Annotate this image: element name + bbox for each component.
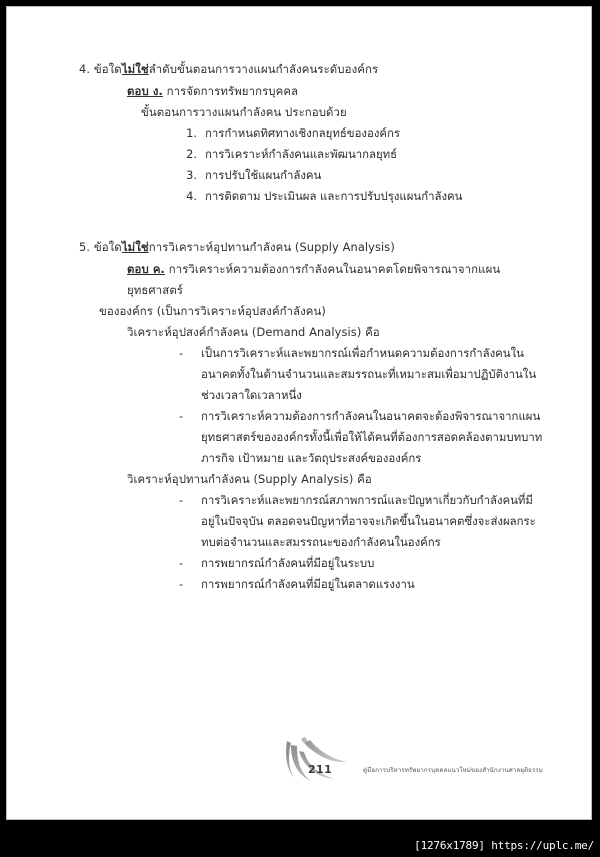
- watermark-bar: [0, 827, 600, 857]
- list-item-label: การวิเคราะห์และพยากรณ์สภาพการณ์และปัญหาเกี่ยวกับกำลังคนที่มีอยู่ในปัจจุบัน ตลอดจนปัญหาที่อาจจะเกิดขึ้นในอนาคตซึ่งจะส่งผลกระทบต่อจำนวนและสมรรถนะของกำลังคนในองค์กร: [201, 493, 536, 549]
- list-item-label: การปรับใช้แผนกำลังคน: [205, 168, 322, 182]
- question-5-stem-before: ข้อใด: [93, 240, 122, 254]
- dash-bullet-icon: -: [179, 577, 184, 591]
- dash-bullet-icon: -: [179, 409, 184, 423]
- question-5-negation: ไม่ใช่: [121, 240, 149, 254]
- question-4-answer-tag: ตอบ ง.: [127, 84, 163, 98]
- list-item-label: การกำหนดทิศทางเชิงกลยุทธ์ขององค์กร: [205, 126, 401, 140]
- question-4-number: 4.: [79, 62, 91, 76]
- footer-note: คู่มือการบริหารทรัพยากรบุคคลแนวใหม่ของสำนักงานศาลยุติธรรม: [363, 767, 543, 774]
- question-4-intro: ขั้นตอนการวางแผนกำลังคน ประกอบด้วย: [141, 105, 347, 119]
- question-5-stem: [79, 237, 545, 258]
- question-4-answer-text: การจัดการทรัพยากรบุคคล: [166, 84, 299, 98]
- dash-bullet-icon: -: [179, 346, 184, 360]
- list-item: [179, 123, 545, 144]
- question-4-answer: [79, 81, 545, 102]
- swoosh-ornament-icon: [275, 735, 353, 787]
- document-page: [6, 6, 592, 820]
- page-footer: [7, 733, 591, 793]
- question-5-answer-text: การวิเคราะห์ความต้องการกำลังคนในอนาคตโดยพิจารณาจากแผนยุทธศาสตร์: [127, 262, 501, 297]
- question-block-5: [79, 237, 545, 595]
- question-5-answer-continued: ขององค์กร (เป็นการวิเคราะห์อุปสงค์กำลังคน): [99, 304, 326, 318]
- list-item: [179, 186, 545, 207]
- list-item-number: 4.: [186, 189, 197, 203]
- list-item: [179, 165, 545, 186]
- list-item-label: การพยากรณ์กำลังคนที่มีอยู่ในระบบ: [201, 556, 375, 570]
- dash-bullet-icon: -: [179, 556, 184, 570]
- list-item: [177, 490, 545, 553]
- list-item-number: 3.: [186, 168, 197, 182]
- dash-bullet-icon: -: [179, 493, 184, 507]
- supply-analysis-heading: วิเคราะห์อุปทานกำลังคน (Supply Analysis) คือ: [127, 472, 372, 486]
- list-item: [177, 406, 545, 469]
- question-4-negation: ไม่ใช่: [121, 62, 149, 76]
- list-item-label: การวิเคราะห์กำลังคนและพัฒนากลยุทธ์: [205, 147, 398, 161]
- list-item: [177, 574, 545, 595]
- list-item-label: เป็นการวิเคราะห์และพยากรณ์เพื่อกำหนดความต้องการกำลังคนในอนาคตทั้งในด้านจำนวนและสมรรถนะที่เหมาะสมเพื่อมาปฏิบัติงานในช่วงเวลาใดเวลาหนึ่ง: [201, 346, 537, 402]
- list-item-label: การพยากรณ์กำลังคนที่มีอยู่ในตลาดแรงงาน: [201, 577, 415, 591]
- supply-analysis-list: [79, 490, 545, 595]
- question-4-stem-before: ข้อใด: [93, 62, 122, 76]
- page-content: [7, 7, 591, 599]
- question-4-stem-after: ลำดับขั้นตอนการวางแผนกำลังคนระดับองค์กร: [148, 62, 379, 76]
- question-5-answer-tag: ตอบ ค.: [127, 262, 165, 276]
- question-4-stem: [79, 59, 545, 80]
- list-item: [177, 343, 545, 406]
- list-item: [179, 144, 545, 165]
- watermark-label: [1276x1789] https://uplc.me/: [414, 839, 594, 852]
- list-item-number: 2.: [186, 147, 197, 161]
- question-4-steps-list: [79, 123, 545, 207]
- list-item-label: การวิเคราะห์ความต้องการกำลังคนในอนาคตจะต้องพิจารณาจากแผนยุทธศาสตร์ขององค์กรทั้งนี้เพื่อให้ได้คนที่ต้องการสอดคล้องตามบทบาทภารกิจ เป้าหมาย และวัตถุประสงค์ขององค์กร: [201, 409, 543, 465]
- list-item: [177, 553, 545, 574]
- question-5-answer: [79, 259, 545, 301]
- question-5-number: 5.: [79, 240, 91, 254]
- demand-analysis-heading: วิเคราะห์อุปสงค์กำลังคน (Demand Analysis) คือ: [127, 325, 380, 339]
- footer-inner: [275, 735, 575, 793]
- list-item-label: การติดตาม ประเมินผล และการปรับปรุงแผนกำลังคน: [205, 189, 463, 203]
- list-item-number: 1.: [186, 126, 197, 140]
- page-number: 211: [308, 763, 333, 776]
- question-5-stem-after: การวิเคราะห์อุปทานกำลังคน (Supply Analysis): [148, 240, 395, 254]
- question-block-4: [79, 59, 545, 207]
- demand-analysis-list: [79, 343, 545, 469]
